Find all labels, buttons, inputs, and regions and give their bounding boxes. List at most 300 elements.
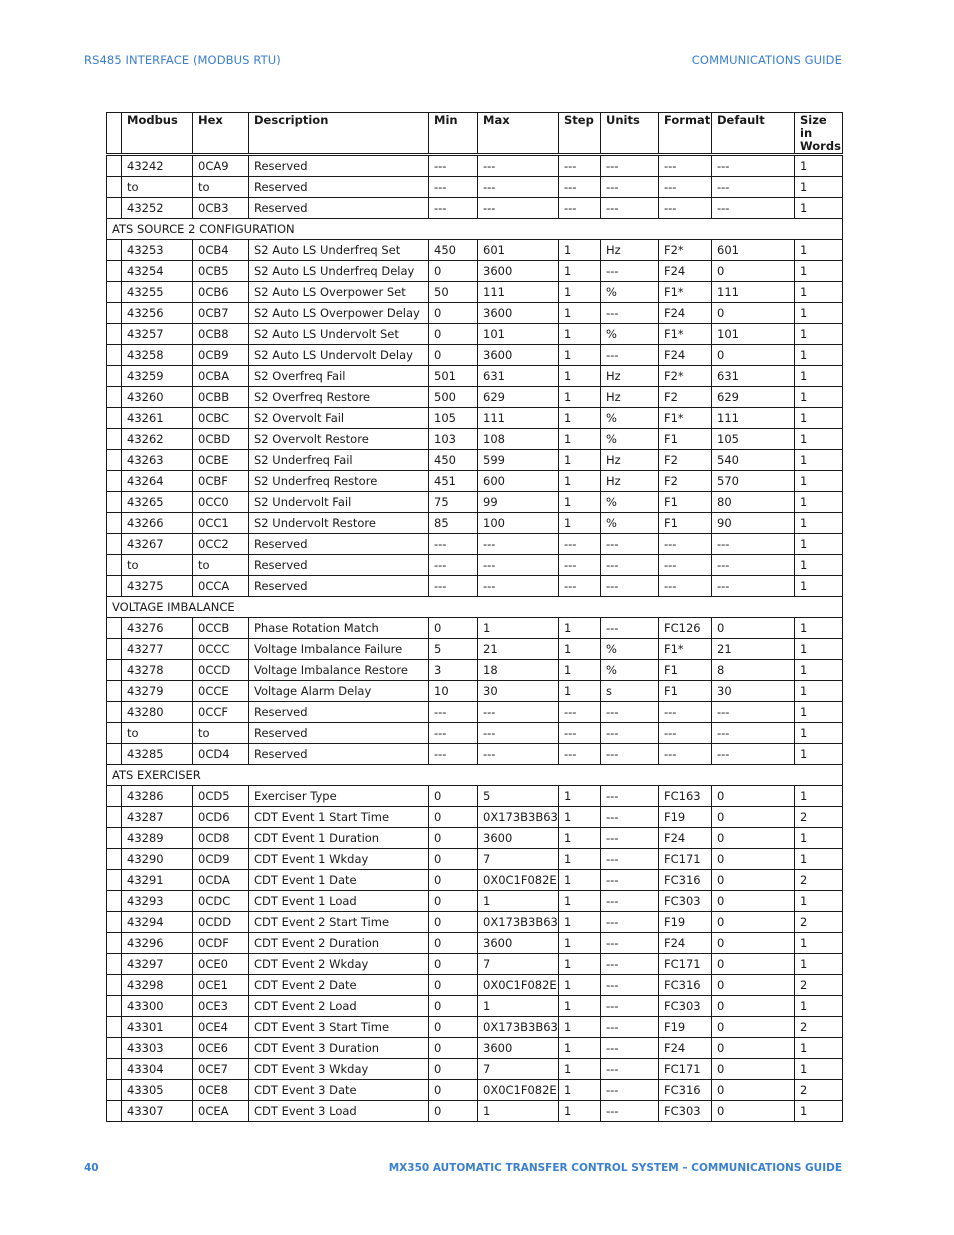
table-cell: --- [478, 534, 559, 555]
table-cell: 43252 [122, 198, 193, 219]
table-cell: 43257 [122, 324, 193, 345]
table-cell: % [601, 513, 659, 534]
table-cell: 43304 [122, 1059, 193, 1080]
table-cell: S2 Auto LS Underfreq Set [249, 240, 429, 261]
table-cell: --- [559, 534, 601, 555]
table-cell: F19 [659, 807, 712, 828]
row-indent-cell [107, 198, 122, 219]
table-cell: 43293 [122, 891, 193, 912]
table-cell: 7 [478, 1059, 559, 1080]
footer-title: MX350 AUTOMATIC TRANSFER CONTROL SYSTEM – COMMUNICATIONS GUIDE [388, 1162, 842, 1174]
table-cell: 43261 [122, 408, 193, 429]
row-indent-cell [107, 849, 122, 870]
table-cell: --- [478, 198, 559, 219]
table-cell: 1 [795, 261, 843, 282]
table-cell: F1 [659, 513, 712, 534]
table-row [107, 534, 843, 555]
table-cell: FC316 [659, 1080, 712, 1101]
table-cell: 601 [712, 240, 795, 261]
table-cell: F1* [659, 639, 712, 660]
table-cell: F2 [659, 471, 712, 492]
table-cell: F24 [659, 1038, 712, 1059]
table-cell: CDT Event 2 Wkday [249, 954, 429, 975]
table-cell: 0X173B3B63 [478, 1017, 559, 1038]
table-cell: S2 Auto LS Overpower Set [249, 282, 429, 303]
table-cell: 1 [559, 1080, 601, 1101]
table-cell: 5 [429, 639, 478, 660]
table-cell: 1 [795, 744, 843, 765]
table-cell: --- [712, 702, 795, 723]
section-title: ATS SOURCE 2 CONFIGURATION [107, 219, 843, 240]
table-row [107, 471, 843, 492]
table-row [107, 282, 843, 303]
table-cell: 1 [559, 1017, 601, 1038]
row-indent-cell [107, 786, 122, 807]
table-row [107, 912, 843, 933]
table-cell: 75 [429, 492, 478, 513]
table-cell: --- [478, 555, 559, 576]
table-cell: --- [478, 744, 559, 765]
table-cell: 43255 [122, 282, 193, 303]
table-cell: 0 [429, 996, 478, 1017]
table-cell: 7 [478, 849, 559, 870]
row-indent-cell [107, 387, 122, 408]
row-indent-cell [107, 681, 122, 702]
table-cell: --- [601, 177, 659, 198]
table-cell: % [601, 408, 659, 429]
table-cell: 0CE1 [193, 975, 249, 996]
table-cell: 1 [795, 534, 843, 555]
table-cell: 1 [559, 513, 601, 534]
table-cell: 1 [559, 954, 601, 975]
row-indent-cell [107, 555, 122, 576]
table-row [107, 345, 843, 366]
table-cell: 105 [712, 429, 795, 450]
table-cell: 1 [559, 891, 601, 912]
table-cell: 0X0C1F082E [478, 1080, 559, 1101]
table-cell: F2* [659, 366, 712, 387]
section-title: ATS EXERCISER [107, 765, 843, 786]
table-cell: 1 [795, 681, 843, 702]
column-header: Max [478, 113, 559, 155]
table-cell: 1 [795, 492, 843, 513]
table-cell: 1 [795, 471, 843, 492]
table-cell: CDT Event 1 Duration [249, 828, 429, 849]
table-header-row [107, 113, 843, 155]
table-cell: --- [659, 576, 712, 597]
table-cell: CDT Event 2 Load [249, 996, 429, 1017]
table-cell: Voltage Alarm Delay [249, 681, 429, 702]
table-cell: 1 [559, 975, 601, 996]
table-cell: % [601, 282, 659, 303]
table-cell: 1 [795, 639, 843, 660]
table-cell: 450 [429, 240, 478, 261]
table-cell: --- [559, 723, 601, 744]
table-cell: Reserved [249, 555, 429, 576]
table-cell: 0 [429, 912, 478, 933]
table-cell: Reserved [249, 723, 429, 744]
column-header: Hex [193, 113, 249, 155]
table-cell: 1 [795, 240, 843, 261]
table-cell: --- [559, 744, 601, 765]
table-cell: --- [601, 555, 659, 576]
table-cell: 0CB7 [193, 303, 249, 324]
table-cell: 0 [712, 807, 795, 828]
row-indent-cell [107, 177, 122, 198]
table-cell: --- [429, 198, 478, 219]
table-cell: S2 Undervolt Fail [249, 492, 429, 513]
row-indent-cell [107, 975, 122, 996]
table-cell: F1* [659, 408, 712, 429]
table-cell: CDT Event 2 Date [249, 975, 429, 996]
table-row [107, 261, 843, 282]
table-cell: 0CCF [193, 702, 249, 723]
table-cell: 43300 [122, 996, 193, 1017]
table-cell: S2 Underfreq Restore [249, 471, 429, 492]
row-indent-cell [107, 345, 122, 366]
table-cell: 43305 [122, 1080, 193, 1101]
table-cell: 1 [559, 471, 601, 492]
table-cell: S2 Overfreq Fail [249, 366, 429, 387]
table-cell: 0X0C1F082E [478, 870, 559, 891]
table-cell: 0 [429, 975, 478, 996]
table-cell: CDT Event 2 Duration [249, 933, 429, 954]
table-cell: FC316 [659, 975, 712, 996]
row-indent-cell [107, 513, 122, 534]
table-cell: --- [601, 1038, 659, 1059]
table-cell: --- [659, 702, 712, 723]
table-cell: 2 [795, 1080, 843, 1101]
table-cell: 43262 [122, 429, 193, 450]
table-cell: 0 [429, 807, 478, 828]
table-cell: FC303 [659, 996, 712, 1017]
table-cell: 43263 [122, 450, 193, 471]
table-cell: --- [601, 702, 659, 723]
table-cell: --- [712, 723, 795, 744]
table-cell: --- [659, 723, 712, 744]
table-cell: 0CE8 [193, 1080, 249, 1101]
column-header: Default [712, 113, 795, 155]
table-cell: 0 [429, 849, 478, 870]
table-cell: --- [559, 702, 601, 723]
row-indent-cell [107, 1059, 122, 1080]
table-cell: 0 [712, 1101, 795, 1122]
table-row [107, 849, 843, 870]
table-cell: 0CD6 [193, 807, 249, 828]
table-cell: 0 [429, 303, 478, 324]
table-cell: 0 [429, 324, 478, 345]
table-cell: 450 [429, 450, 478, 471]
table-cell: 1 [559, 429, 601, 450]
table-cell: F1 [659, 492, 712, 513]
table-cell: 43279 [122, 681, 193, 702]
table-cell: CDT Event 2 Start Time [249, 912, 429, 933]
table-cell: 501 [429, 366, 478, 387]
table-cell: --- [712, 555, 795, 576]
table-row [107, 891, 843, 912]
table-row [107, 1059, 843, 1080]
table-cell: 600 [478, 471, 559, 492]
table-cell: 629 [478, 387, 559, 408]
table-cell: F1 [659, 681, 712, 702]
table-cell: 0 [712, 912, 795, 933]
table-cell: --- [601, 1059, 659, 1080]
table-row [107, 366, 843, 387]
table-cell: 5 [478, 786, 559, 807]
table-cell: 0 [429, 261, 478, 282]
table-row [107, 198, 843, 219]
table-row [107, 1101, 843, 1122]
running-header-section: RS485 INTERFACE (MODBUS RTU) [84, 53, 281, 67]
table-cell: --- [478, 177, 559, 198]
table-cell: 0CB5 [193, 261, 249, 282]
table-cell: 1 [795, 450, 843, 471]
table-cell: 0 [712, 975, 795, 996]
table-cell: 0CCB [193, 618, 249, 639]
row-indent-cell [107, 660, 122, 681]
table-cell: 43298 [122, 975, 193, 996]
table-row [107, 828, 843, 849]
table-row [107, 155, 843, 177]
table-cell: CDT Event 3 Start Time [249, 1017, 429, 1038]
table-cell: --- [429, 555, 478, 576]
table-cell: --- [659, 744, 712, 765]
table-row [107, 975, 843, 996]
table-row [107, 1038, 843, 1059]
table-cell: 43286 [122, 786, 193, 807]
table-cell: 631 [712, 366, 795, 387]
table-row [107, 177, 843, 198]
row-indent-cell [107, 492, 122, 513]
table-cell: 1 [559, 912, 601, 933]
table-cell: 18 [478, 660, 559, 681]
table-cell: 0 [712, 933, 795, 954]
table-cell: 1 [795, 723, 843, 744]
table-cell: --- [601, 954, 659, 975]
table-row [107, 639, 843, 660]
table-cell: 43276 [122, 618, 193, 639]
table-row [107, 954, 843, 975]
row-indent-cell [107, 450, 122, 471]
table-cell: 111 [478, 408, 559, 429]
table-cell: 0 [712, 870, 795, 891]
table-cell: 1 [559, 807, 601, 828]
table-cell: 111 [712, 282, 795, 303]
table-cell: 1 [559, 324, 601, 345]
table-cell: 108 [478, 429, 559, 450]
table-cell: --- [559, 576, 601, 597]
table-cell: F1 [659, 660, 712, 681]
table-cell: 43275 [122, 576, 193, 597]
table-cell: CDT Event 3 Wkday [249, 1059, 429, 1080]
table-cell: 43303 [122, 1038, 193, 1059]
table-cell: Exerciser Type [249, 786, 429, 807]
table-cell: Reserved [249, 177, 429, 198]
table-cell: 0 [429, 828, 478, 849]
table-cell: 80 [712, 492, 795, 513]
modbus-register-table [106, 112, 843, 1122]
table-cell: --- [601, 933, 659, 954]
table-cell: 43285 [122, 744, 193, 765]
column-header: Size in Words [795, 113, 843, 155]
table-cell: 0CE6 [193, 1038, 249, 1059]
table-cell: 1 [559, 933, 601, 954]
table-cell: --- [559, 155, 601, 177]
table-cell: Hz [601, 471, 659, 492]
table-cell: S2 Underfreq Fail [249, 450, 429, 471]
table-cell: --- [601, 1101, 659, 1122]
table-cell: 0CC2 [193, 534, 249, 555]
row-indent-cell [107, 576, 122, 597]
table-cell: FC316 [659, 870, 712, 891]
table-cell: 1 [559, 849, 601, 870]
table-cell: 3600 [478, 933, 559, 954]
table-cell: 0 [712, 828, 795, 849]
running-header-guide: COMMUNICATIONS GUIDE [691, 53, 842, 67]
row-indent-cell [107, 324, 122, 345]
table-cell: --- [659, 177, 712, 198]
table-cell: S2 Overvolt Restore [249, 429, 429, 450]
table-cell: 1 [559, 387, 601, 408]
table-cell: 0 [429, 1059, 478, 1080]
table-cell: --- [429, 177, 478, 198]
table-cell: 43301 [122, 1017, 193, 1038]
table-cell: Reserved [249, 744, 429, 765]
table-cell: Hz [601, 366, 659, 387]
table-cell: 0 [712, 1059, 795, 1080]
table-cell: 43253 [122, 240, 193, 261]
table-row [107, 450, 843, 471]
table-cell: 0CDF [193, 933, 249, 954]
table-cell: 0CD9 [193, 849, 249, 870]
table-cell: 3600 [478, 828, 559, 849]
table-cell: 0CCC [193, 639, 249, 660]
row-indent-cell [107, 933, 122, 954]
table-row [107, 429, 843, 450]
row-indent-cell [107, 155, 122, 177]
table-cell: 0 [712, 849, 795, 870]
table-cell: --- [712, 198, 795, 219]
row-indent-cell [107, 366, 122, 387]
table-cell: 43256 [122, 303, 193, 324]
table-row [107, 555, 843, 576]
table-cell: --- [559, 177, 601, 198]
table-cell: F24 [659, 933, 712, 954]
table-cell: 1 [795, 1038, 843, 1059]
table-cell: F1 [659, 429, 712, 450]
table-cell: S2 Auto LS Underfreq Delay [249, 261, 429, 282]
table-cell: 8 [712, 660, 795, 681]
table-cell: Voltage Imbalance Failure [249, 639, 429, 660]
table-cell: 1 [795, 828, 843, 849]
table-cell: 1 [795, 891, 843, 912]
table-cell: 601 [478, 240, 559, 261]
table-cell: 0 [712, 303, 795, 324]
table-cell: --- [601, 303, 659, 324]
table-cell: 631 [478, 366, 559, 387]
table-cell: --- [601, 534, 659, 555]
table-cell: 1 [795, 954, 843, 975]
table-cell: 43290 [122, 849, 193, 870]
table-cell: 0 [712, 345, 795, 366]
table-cell: 7 [478, 954, 559, 975]
row-indent-cell [107, 954, 122, 975]
table-cell: S2 Overvolt Fail [249, 408, 429, 429]
table-cell: 1 [795, 555, 843, 576]
table-cell: 0CBC [193, 408, 249, 429]
table-cell: to [122, 177, 193, 198]
table-cell: 540 [712, 450, 795, 471]
table-cell: CDT Event 3 Load [249, 1101, 429, 1122]
table-cell: --- [601, 870, 659, 891]
table-cell: 1 [559, 450, 601, 471]
table-cell: --- [429, 723, 478, 744]
table-cell: --- [601, 1080, 659, 1101]
table-cell: 1 [478, 891, 559, 912]
table-cell: FC303 [659, 1101, 712, 1122]
table-cell: FC163 [659, 786, 712, 807]
table-cell: 3600 [478, 303, 559, 324]
table-cell: Reserved [249, 198, 429, 219]
table-cell: 0 [712, 1080, 795, 1101]
table-cell: 0CBB [193, 387, 249, 408]
table-cell: --- [601, 849, 659, 870]
table-cell: FC171 [659, 1059, 712, 1080]
table-cell: 1 [795, 1059, 843, 1080]
table-cell: --- [601, 723, 659, 744]
table-cell: 21 [478, 639, 559, 660]
table-cell: 1 [795, 786, 843, 807]
table-cell: 1 [559, 366, 601, 387]
table-cell: 500 [429, 387, 478, 408]
table-cell: 0 [429, 786, 478, 807]
table-row [107, 324, 843, 345]
table-row [107, 513, 843, 534]
row-indent-cell [107, 471, 122, 492]
table-cell: CDT Event 1 Date [249, 870, 429, 891]
table-cell: 1 [559, 282, 601, 303]
table-cell: 0CCA [193, 576, 249, 597]
table-row [107, 1017, 843, 1038]
table-cell: 43287 [122, 807, 193, 828]
table-cell: 111 [712, 408, 795, 429]
table-cell: to [122, 555, 193, 576]
table-cell: 43266 [122, 513, 193, 534]
row-indent-cell [107, 240, 122, 261]
table-cell: --- [601, 261, 659, 282]
table-cell: 43258 [122, 345, 193, 366]
table-cell: F24 [659, 828, 712, 849]
table-cell: 43280 [122, 702, 193, 723]
table-cell: --- [429, 702, 478, 723]
table-cell: 1 [795, 198, 843, 219]
table-cell: 0 [712, 891, 795, 912]
table-cell: FC126 [659, 618, 712, 639]
table-cell: 0X173B3B63 [478, 807, 559, 828]
row-indent-cell [107, 1017, 122, 1038]
table-cell: 0 [429, 1038, 478, 1059]
table-cell: 1 [559, 1101, 601, 1122]
table-cell: 43254 [122, 261, 193, 282]
table-cell: 1 [559, 786, 601, 807]
section-row [107, 765, 843, 786]
table-cell: 1 [559, 1059, 601, 1080]
table-cell: 0CB9 [193, 345, 249, 366]
table-cell: to [122, 723, 193, 744]
table-cell: 0 [429, 891, 478, 912]
table-cell: --- [712, 744, 795, 765]
table-cell: 0CD5 [193, 786, 249, 807]
